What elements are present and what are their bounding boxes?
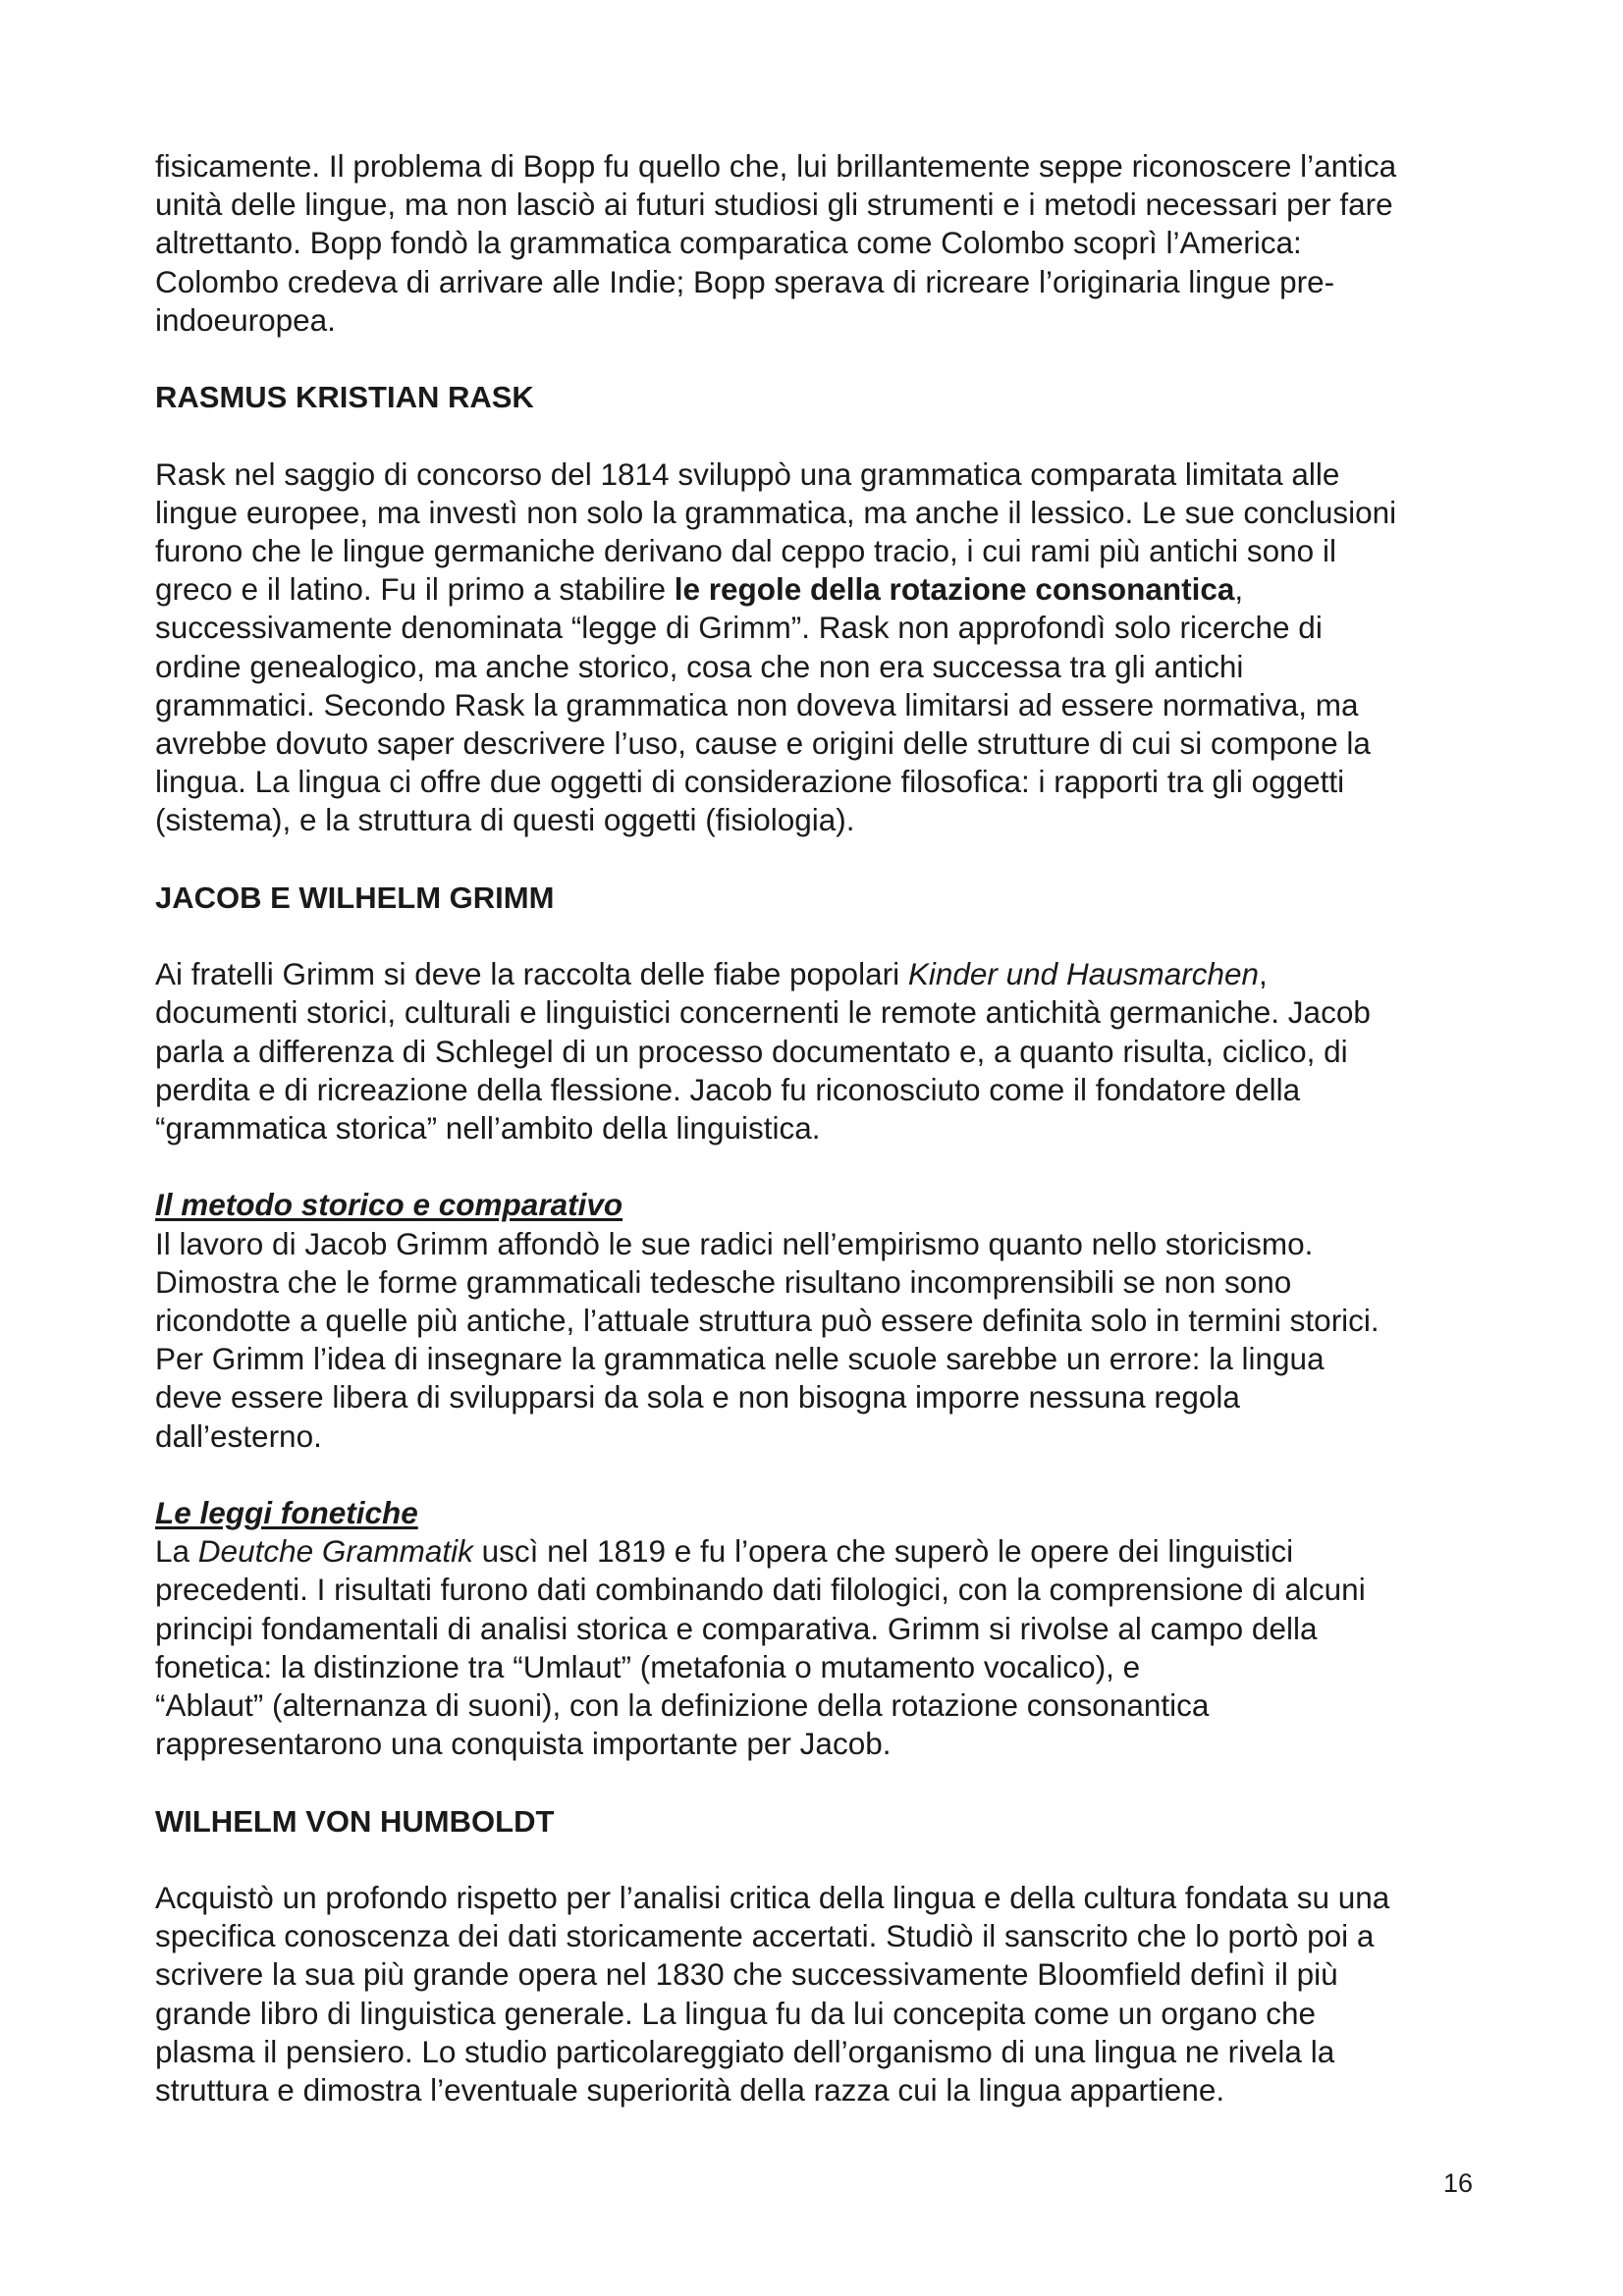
text-line: parla a differenza di Schlegel di un processo documentato e, a quanto risulta, ciclico, di [155,1033,1348,1069]
text-run: , [1234,571,1244,608]
text-line: principi fondamentali di analisi storica e comparativa. Grimm si rivolse al campo della [155,1610,1318,1646]
text-line: Rask nel saggio di concorso del 1814 sviluppò una grammatica comparata limitata alle [155,455,1340,492]
text-line: grammatici. Secondo Rask la grammatica non doveva limitarsi ad essere normativa, ma [155,686,1359,722]
text-line: fonetica: la distinzione tra “Umlaut” (metafonia o mutamento vocalico), e [155,1648,1141,1684]
page-number: 16 [1442,2168,1473,2198]
grimm-paragraph [155,955,1481,1148]
bold-emphasis: le regole della rotazione consonantica [674,571,1235,608]
text-line: ricondotte a quelle più antiche, l’attuale struttura può essere definita solo in termini storici. [155,1303,1380,1339]
section-heading-grimm: JACOB E WILHELM GRIMM [155,880,555,915]
text-line: altrettanto. Bopp fondò la grammatica comparatica come Colombo scoprì l’America: [155,225,1302,261]
italic-title: Kinder und Hausmarchen [907,956,1260,992]
text-line: furono che le lingue germaniche derivano dal ceppo tracio, i cui rami più antichi sono il [155,533,1336,568]
text-line [155,1532,1481,1571]
metodo-paragraph [155,1225,1481,1456]
text-line: Acquistò un profondo rispetto per l’analisi critica della lingua e della cultura fondata su una [155,1880,1390,1916]
text-line [155,955,1481,993]
text-line: ordine genealogico, ma anche storico, cosa che non era successa tra gli antichi [155,648,1244,684]
text-line: “Ablaut” (alternanza di suoni), con la definizione della rotazione consonantica [155,1687,1210,1724]
page-content [155,147,1481,2109]
rask-paragraph [155,455,1481,840]
text-line: Il lavoro di Jacob Grimm affondò le sue radici nell’empirismo quanto nello storicismo. [155,1225,1314,1261]
text-line: scrivere la sua più grande opera nel 1830 che successivamente Bloomfield definì il più [155,1956,1338,1993]
text-run: Ai fratelli Grimm si deve la raccolta delle fiabe popolari [155,956,908,992]
text-line: specifica conoscenza dei dati storicamente accertati. Studiò il sanscrito che lo portò poi a [155,1918,1375,1954]
text-run: , [1259,956,1268,992]
section-heading-rask: RASMUS KRISTIAN RASK [155,380,534,415]
text-line: dall’esterno. [155,1417,322,1454]
intro-paragraph [155,147,1481,340]
text-line: deve essere libera di svilupparsi da sola e non bisogna imporre nessuna regola [155,1379,1240,1415]
text-line: rappresentarono una conquista importante per Jacob. [155,1726,892,1762]
text-run: uscì nel 1819 e fu l’opera che superò le opere dei linguistici [472,1533,1294,1570]
text-line: “grammatica storica” nell’ambito della linguistica. [155,1110,821,1147]
text-line: precedenti. I risultati furono dati combinando dati filologici, con la comprensione di alcuni [155,1572,1366,1608]
text-run: greco e il latino. Fu il primo a stabilire [155,571,675,608]
text-run: La [155,1533,198,1570]
text-line: indoeuropea. [155,301,336,338]
text-line: successivamente denominata “legge di Grimm”. Rask non approfondì solo ricerche di [155,610,1323,646]
text-line: grande libro di linguistica generale. La lingua fu da lui concepita come un organo che [155,1995,1317,2031]
text-line: unità delle lingue, ma non lasciò ai futuri studiosi gli strumenti e i metodi necessari per fare [155,187,1393,223]
text-line: fisicamente. Il problema di Bopp fu quello che, lui brillantemente seppe riconoscere l’antica [155,148,1397,184]
text-line: Dimostra che le forme grammaticali tedesche risultano incomprensibili se non sono [155,1263,1292,1300]
humboldt-paragraph [155,1879,1481,2109]
italic-title: Deutche Grammatik [197,1533,473,1570]
subheading-leggi: Le leggi fonetiche [155,1495,418,1531]
text-line: avrebbe dovuto saper descrivere l’uso, cause e origini delle strutture di cui si compone la [155,725,1371,762]
text-line: (sistema), e la struttura di questi oggetti (fisiologia). [155,802,855,838]
text-line: Per Grimm l’idea di insegnare la grammatica nelle scuole sarebbe un errore: la lingua [155,1341,1325,1377]
text-line: struttura e dimostra l’eventuale superiorità della razza cui la lingua appartiene. [155,2072,1225,2109]
text-line: plasma il pensiero. Lo studio particolareggiato dell’organismo di una lingua ne rivela la [155,2033,1335,2069]
text-line [155,570,1481,609]
section-heading-humboldt: WILHELM VON HUMBOLDT [155,1803,555,1839]
subheading-metodo: Il metodo storico e comparativo [155,1187,623,1223]
text-line: lingua. La lingua ci offre due oggetti di considerazione filosofica: i rapporti tra gli oggetti [155,764,1345,800]
leggi-paragraph [155,1532,1481,1763]
text-line: perdita e di ricreazione della flessione. Jacob fu riconosciuto come il fondatore della [155,1071,1301,1107]
text-line: documenti storici, culturali e linguistici concernenti le remote antichità germaniche. Jacob [155,994,1371,1031]
text-line: lingue europee, ma investì non solo la grammatica, ma anche il lessico. Le sue conclusioni [155,494,1397,530]
text-line: Colombo credeva di arrivare alle Indie; Bopp sperava di ricreare l’originaria lingue pre- [155,263,1335,299]
